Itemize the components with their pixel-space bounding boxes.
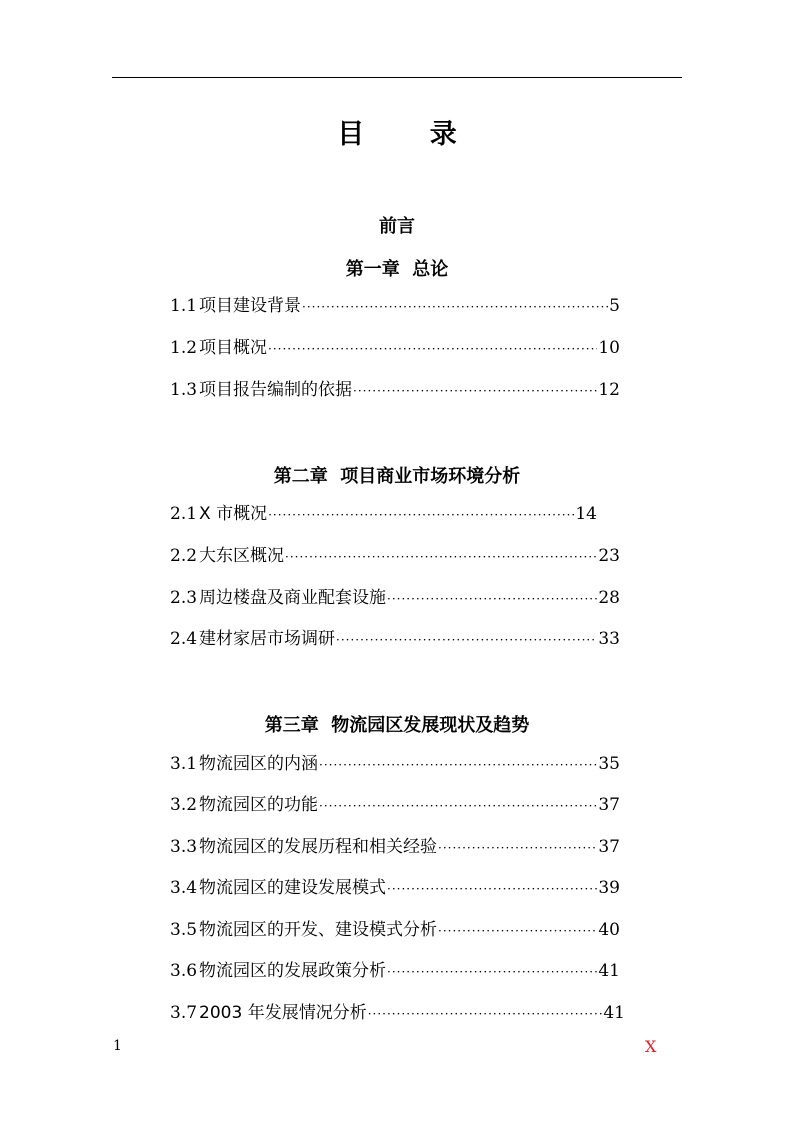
entry-page: 28 [598,588,620,608]
dot-leader [368,1002,603,1026]
toc-entry[interactable] [170,502,597,526]
entry-page: 40 [598,920,620,940]
entry-page: 12 [598,380,620,400]
toc-entry[interactable] [170,378,620,402]
entry-label: 物流园区的发展历程和相关经验 [199,837,438,857]
chapter-1-heading: 第一章 总论 [345,259,449,280]
entry-number: 3.6 [170,961,198,981]
dot-leader [319,753,597,777]
corner-mark: X [645,1037,657,1056]
entry-page: 23 [598,546,620,566]
entry-label: 项目建设背景 [199,296,302,316]
toc-entry[interactable] [170,294,620,318]
entry-number: 3.5 [170,920,198,940]
dot-leader [285,545,597,569]
toc-entry[interactable] [170,835,620,859]
entry-number: 3.3 [170,837,198,857]
toc-entry[interactable] [170,1001,625,1025]
chapter-3-heading: 第三章 物流园区发展现状及趋势 [264,715,530,736]
entry-number: 3.7 [170,1003,198,1023]
toc-entry[interactable] [170,959,620,983]
toc-entry[interactable] [170,586,620,610]
dot-leader [438,919,597,943]
entry-label: 项目概况 [199,338,268,358]
chapter-2-heading: 第二章 项目商业市场环境分析 [273,466,521,487]
entry-label: 大东区概况 [199,546,285,566]
entry-page: 37 [598,795,620,815]
entry-number: 2.3 [170,588,198,608]
toc-entry[interactable] [170,876,620,900]
entry-label: 2003 年发展情况分析 [199,1003,367,1023]
toc-title: 目 录 [337,119,485,150]
entry-page: 14 [575,504,597,524]
preface-heading: 前言 [379,216,415,237]
dot-leader [438,836,597,860]
entry-label: 物流园区的开发、建设模式分析 [199,920,438,940]
entry-page: 33 [598,629,620,649]
header-rule [112,77,682,78]
entry-label: 物流园区的发展政策分析 [199,961,387,981]
entry-number: 2.1 [170,504,198,524]
toc-entry[interactable] [170,336,620,360]
dot-leader [302,295,608,319]
entry-number: 2.4 [170,629,198,649]
page-number: 1 [113,1038,122,1054]
entry-label: 物流园区的内涵 [199,754,319,774]
dot-leader [353,379,597,403]
entry-label: 物流园区的建设发展模式 [199,878,387,898]
entry-page: 37 [598,837,620,857]
entry-number: 1.2 [170,338,198,358]
entry-number: 1.3 [170,380,198,400]
entry-label: 周边楼盘及商业配套设施 [199,588,387,608]
entry-label: 建材家居市场调研 [199,629,336,649]
entry-label: X 市概况 [199,504,268,524]
entry-label: 项目报告编制的依据 [199,380,353,400]
entry-number: 1.1 [170,296,198,316]
entry-number: 2.2 [170,546,198,566]
toc-entry[interactable] [170,627,620,651]
toc-entry[interactable] [170,918,620,942]
entry-page: 5 [609,296,620,316]
entry-number: 3.2 [170,795,198,815]
dot-leader [268,503,574,527]
dot-leader [387,960,597,984]
toc-entry[interactable] [170,544,620,568]
toc-entry[interactable] [170,752,620,776]
entry-page: 41 [598,961,620,981]
entry-number: 3.1 [170,754,198,774]
entry-page: 10 [598,338,620,358]
dot-leader [387,877,597,901]
dot-leader [268,337,597,361]
dot-leader [336,628,597,652]
entry-page: 39 [598,878,620,898]
entry-page: 35 [598,754,620,774]
entry-page: 41 [603,1003,625,1023]
dot-leader [387,587,597,611]
entry-label: 物流园区的功能 [199,795,319,815]
toc-entry[interactable] [170,793,620,817]
entry-number: 3.4 [170,878,198,898]
dot-leader [319,794,597,818]
